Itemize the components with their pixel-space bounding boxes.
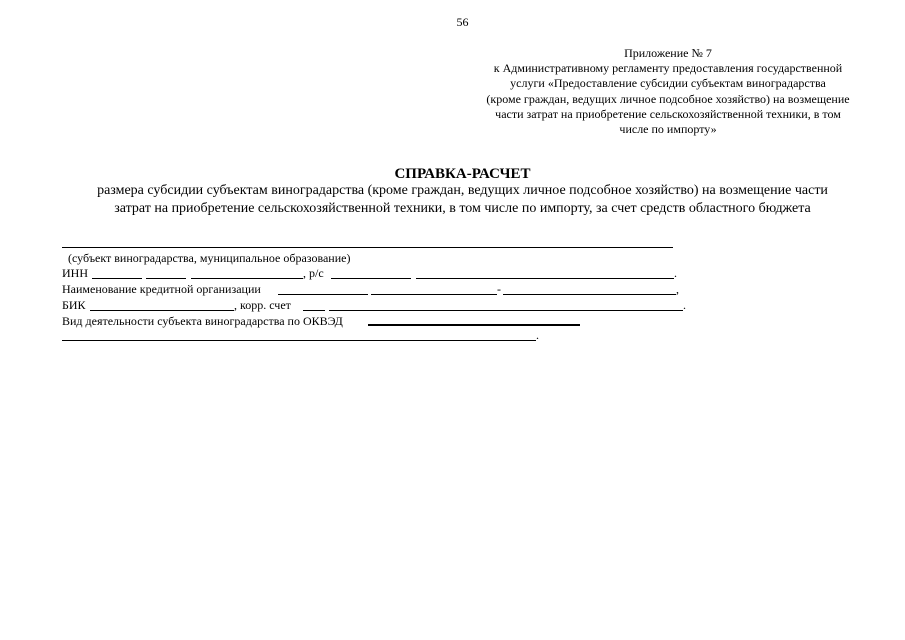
- appendix-line: части затрат на приобретение сельскохозяйственной техники, в том: [495, 106, 841, 121]
- bik-field-line[interactable]: [90, 310, 234, 311]
- bik-row-end: .: [683, 298, 686, 312]
- okved-field-line[interactable]: [368, 324, 580, 326]
- page-number: 56: [456, 15, 469, 29]
- document-title: СПРАВКА-РАСЧЕТ: [394, 166, 531, 182]
- appendix-line: Приложение № 7: [624, 46, 712, 60]
- bank-label: Наименование кредитной организации: [62, 282, 261, 296]
- bank-row-end: ,: [676, 282, 679, 296]
- bank-field-line-3[interactable]: [503, 294, 676, 295]
- account-label: , р/с: [303, 266, 324, 280]
- inn-field-line[interactable]: [92, 278, 142, 279]
- corr-account-label: , корр. счет: [234, 298, 291, 312]
- subtitle-line: затрат на приобретение сельскохозяйственной техники, в том числе по импорту, за счет средств областного бюджета: [114, 201, 811, 216]
- appendix-line: услуги «Предоставление субсидии субъектам виноградарства: [510, 76, 826, 91]
- appendix-line: числе по импорту»: [619, 122, 717, 137]
- bik-label: БИК: [62, 298, 86, 312]
- okved-row-end: .: [536, 328, 539, 342]
- account-field-line-short[interactable]: [331, 278, 411, 279]
- subject-field-line[interactable]: [62, 247, 673, 248]
- corr-account-field-line[interactable]: [329, 310, 683, 311]
- inn-label: ИНН: [62, 266, 88, 280]
- bank-field-line-2[interactable]: [371, 294, 497, 295]
- corr-account-field-line-short[interactable]: [303, 310, 325, 311]
- ogrn-field-line[interactable]: [191, 278, 303, 279]
- okved-label: Вид деятельности субъекта виноградарства по ОКВЭД: [62, 314, 343, 328]
- account-field-line[interactable]: [416, 278, 674, 279]
- bank-field-line-1[interactable]: [278, 294, 368, 295]
- appendix-line: к Административному регламенту предоставления государственной: [493, 61, 843, 76]
- subject-caption: (субъект виноградарства, муниципальное образование): [68, 251, 351, 265]
- okved-continuation-line[interactable]: [62, 340, 536, 341]
- document-subtitle: [0, 182, 905, 218]
- bank-dash: -: [497, 282, 501, 296]
- appendix-header: [462, 46, 874, 137]
- subtitle-line: размера субсидии субъектам виноградарства (кроме граждан, ведущих личное подсобное хозяйство) на возмещение части: [97, 183, 828, 198]
- appendix-line: (кроме граждан, ведущих личное подсобное хозяйство) на возмещение: [486, 91, 850, 106]
- kpp-field-line[interactable]: [146, 278, 186, 279]
- inn-row-end: .: [674, 266, 677, 280]
